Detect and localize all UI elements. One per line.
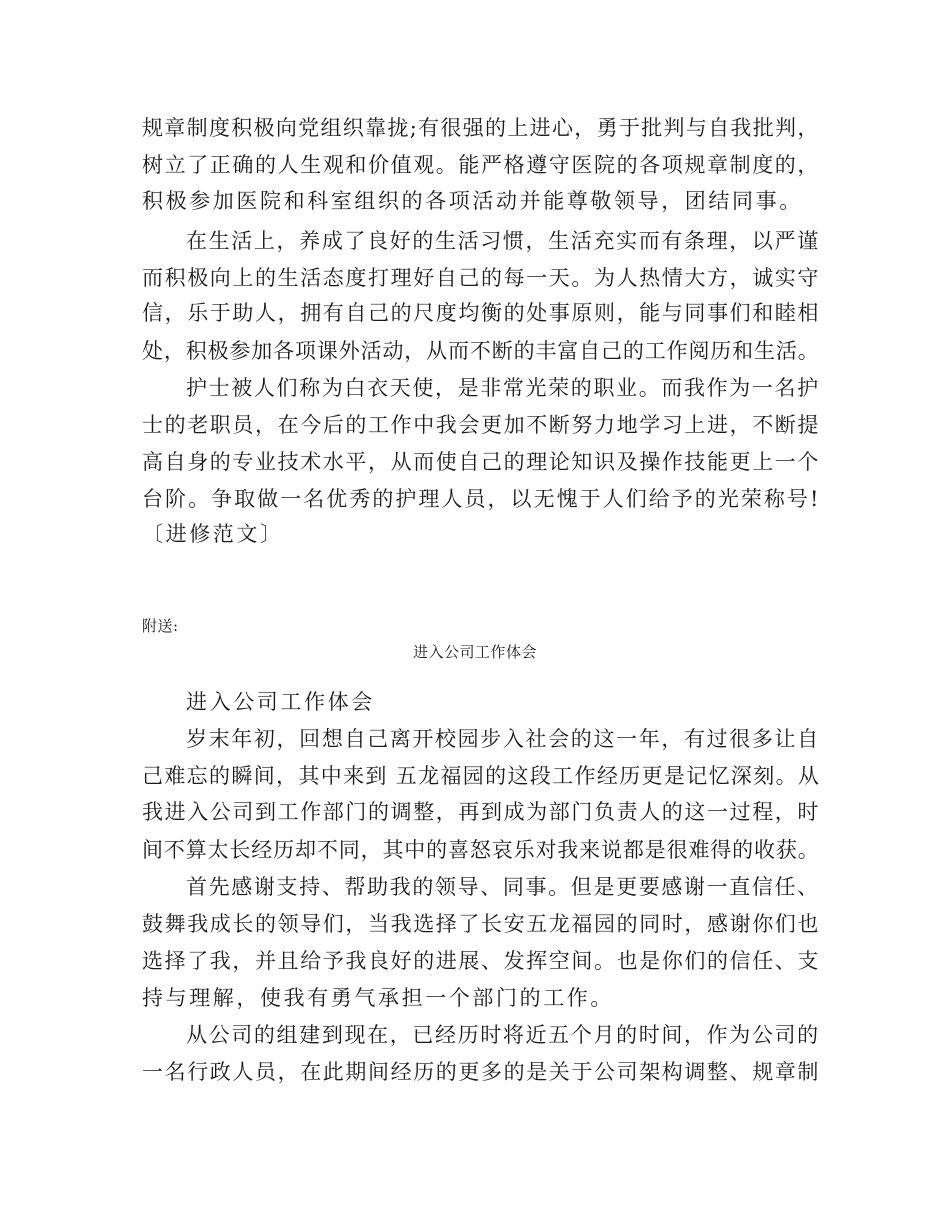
paragraph-line: 间不算太长经历却不同，其中的喜怒哀乐对我来说都是很难得的收获。 bbox=[142, 838, 820, 862]
paragraph-line: 己难忘的瞬间，其中来到 五龙福园的这段工作经历更是记忆深刻。从 bbox=[142, 764, 821, 788]
appendix-label: 附送: bbox=[142, 617, 179, 635]
paragraph-line: 积极参加医院和科室组织的各项活动并能尊敬领导，团结同事。 bbox=[142, 189, 803, 213]
paragraph-line: 持与理解，使我有勇气承担一个部门的工作。 bbox=[142, 986, 614, 1010]
paragraph-line: 在生活上，养成了良好的生活习惯，生活充实而有条理，以严谨 bbox=[186, 229, 820, 253]
paragraph-line: 规章制度积极向党组织靠拢;有很强的上进心，勇于批判与自我批判， bbox=[142, 116, 820, 140]
paragraph-line: 护士被人们称为白衣天使，是非常光荣的职业。而我作为一名护 bbox=[186, 376, 820, 400]
paragraph-line: 首先感谢支持、帮助我的领导、同事。但是更要感谢一直信任、 bbox=[186, 875, 820, 899]
paragraph-line: 从公司的组建到现在，已经历时将近五个月的时间，作为公司的 bbox=[186, 1023, 820, 1047]
paragraph-line: 而积极向上的生活态度打理好自己的每一天。为人热情大方，诚实守 bbox=[142, 266, 820, 290]
paragraph-line: 高自身的专业技术水平，从而使自己的理论知识及操作技能更上一个 bbox=[142, 450, 820, 474]
section-heading: 进入公司工作体会 bbox=[186, 690, 375, 714]
paragraph-line: 士的老职员，在今后的工作中我会更加不断努力地学习上进，不断提 bbox=[142, 413, 820, 437]
appendix-title: 进入公司工作体会 bbox=[412, 643, 537, 661]
paragraph-line: 台阶。争取做一名优秀的护理人员，以无愧于人们给予的光荣称号! bbox=[142, 487, 821, 511]
paragraph-line: 信，乐于助人，拥有自己的尺度均衡的处事原则，能与同事们和睦相 bbox=[142, 301, 820, 325]
paragraph-line: 岁末年初，回想自己离开校园步入社会的这一年，有过很多让自 bbox=[186, 727, 820, 751]
paragraph-line: 一名行政人员，在此期间经历的更多的是关于公司架构调整、规章制 bbox=[142, 1060, 820, 1084]
paragraph-line: 〔进修范文〕 bbox=[142, 522, 284, 546]
paragraph-line: 选择了我，并且给予我良好的进展、发挥空间。也是你们的信任、支 bbox=[142, 949, 820, 973]
paragraph-line: 我进入公司到工作部门的调整，再到成为部门负责人的这一过程，时 bbox=[142, 800, 820, 824]
paragraph-line: 树立了正确的人生观和价值观。能严格遵守医院的各项规章制度的， bbox=[142, 153, 820, 177]
paragraph-line: 鼓舞我成长的领导们，当我选择了长安五龙福园的同时，感谢你们也 bbox=[142, 912, 820, 936]
paragraph-line: 处，积极参加各项课外活动，从而不断的丰富自己的工作阅历和生活。 bbox=[142, 339, 820, 363]
